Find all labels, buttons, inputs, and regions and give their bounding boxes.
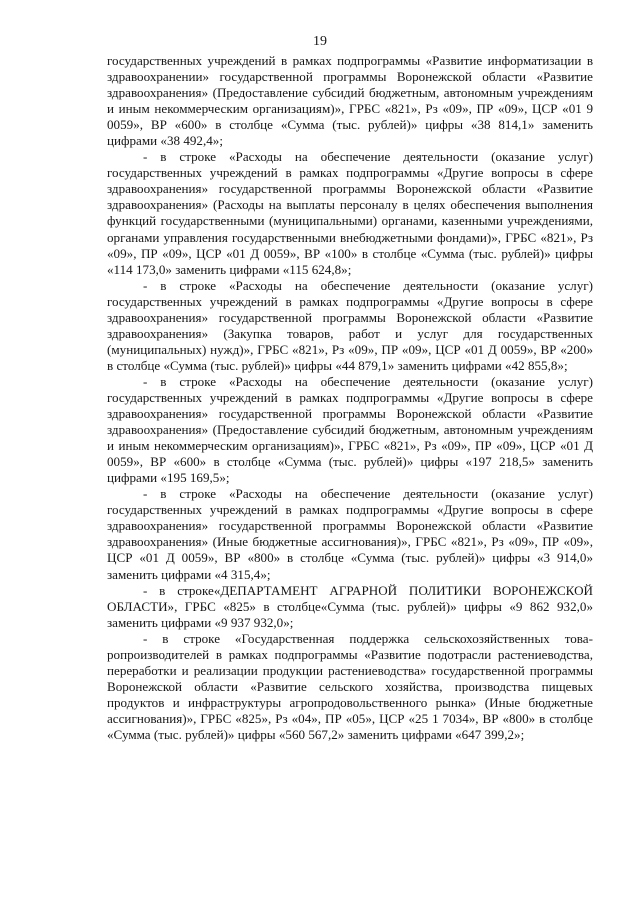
paragraph-item: - в строке«ДЕПАРТАМЕНТ АГРАРНОЙ ПОЛИТИКИ ВОРОНЕЖСКОЙ ОБЛАСТИ», ГРБС «825» в столбце«Сумма (тыс. рублей)» цифры «9 862 932,0» заменить цифрами «9 937 932,0»; [107,582,593,630]
paragraph-item: - в строке «Расходы на обеспечение деятельности (оказание услуг) государственных учреждений в рамках подпрограммы «Другие вопросы в сфере здравоохранения» государственной программы Воронежской области «Развитие здравоохранения» (Расходы на выплаты персоналу в целях обеспечения выполнения функций государственными (муниципальными) органами, казенными учреждениями, органами управления государственными внебюджетными фондами)», ГРБС «821», Рз «09», ПР «09», ЦСР «01 Д 0059», ВР «100» в столбце «Сумма (тыс. рублей)» цифры «114 173,0» заменить цифрами «115 624,8»; [107,149,593,277]
body-text [107,53,593,743]
paragraph-item: - в строке «Государственная поддержка сельскохозяйственных товаропроизводителей в рамках подпрограммы «Развитие подотрасли растениеводства, переработки и реализации продукции растениеводства» государственной программы Воронежской области «Развитие сельского хозяйства, производства пищевых продуктов и инфраструктуры агропродовольственного рынка» (Иные бюджетные ассигнования)», ГРБС «825», Рз «04», ПР «05», ЦСР «25 1 7034», ВР «800» в столбце «Сумма (тыс. рублей)» цифры «560 567,2» заменить цифрами «647 399,2»; [107,630,593,742]
paragraph-item: - в строке «Расходы на обеспечение деятельности (оказание услуг) государственных учреждений в рамках подпрограммы «Другие вопросы в сфере здравоохранения» государственной программы Воронежской области «Развитие здравоохранения» (Закупка товаров, работ и услуг для государственных (муниципальных) нужд)», ГРБС «821», Рз «09», ПР «09», ЦСР «01 Д 0059», ВР «200» в столбце «Сумма (тыс. рублей)» цифры «44 879,1» заменить цифрами «42 855,8»; [107,277,593,373]
paragraph-item: - в строке «Расходы на обеспечение деятельности (оказание услуг) государственных учреждений в рамках подпрограммы «Другие вопросы в сфере здравоохранения» государственной программы Воронежской области «Развитие здравоохранения» (Иные бюджетные ассигнования)», ГРБС «821», Рз «09», ПР «09», ЦСР «01 Д 0059», ВР «800» в столбце «Сумма (тыс. рублей)» цифры «3 914,0» заменить цифрами «4 315,4»; [107,486,593,582]
page-number: 19 [313,34,327,49]
paragraph-item: - в строке «Расходы на обеспечение деятельности (оказание услуг) государственных учреждений в рамках подпрограммы «Другие вопросы в сфере здравоохранения» государственной программы Воронежской области «Развитие здравоохранения» (Предоставление субсидий бюджетным, автономным учреждениям и иным некоммерческим организациям)», ГРБС «821», Рз «09», ПР «09», ЦСР «01 Д 0059», ВР «600» в столбце «Сумма (тыс. рублей)» цифры «197 218,5» заменить цифрами «195 169,5»; [107,373,593,486]
paragraph-continuation: государственных учреждений в рамках подпрограммы «Развитие информатизации в здравоохранении» государственной программы Воронежской области «Развитие здравоохранения» (Предоставление субсидий бюджетным, автономным учреждениям и иным некоммерческим организациям)», ГРБС «821», Рз «09», ПР «09», ЦСР «01 9 0059», ВР «600» в столбце «Сумма (тыс. рублей)» цифры «38 814,1» заменить цифрами «38 492,4»; [107,53,593,149]
